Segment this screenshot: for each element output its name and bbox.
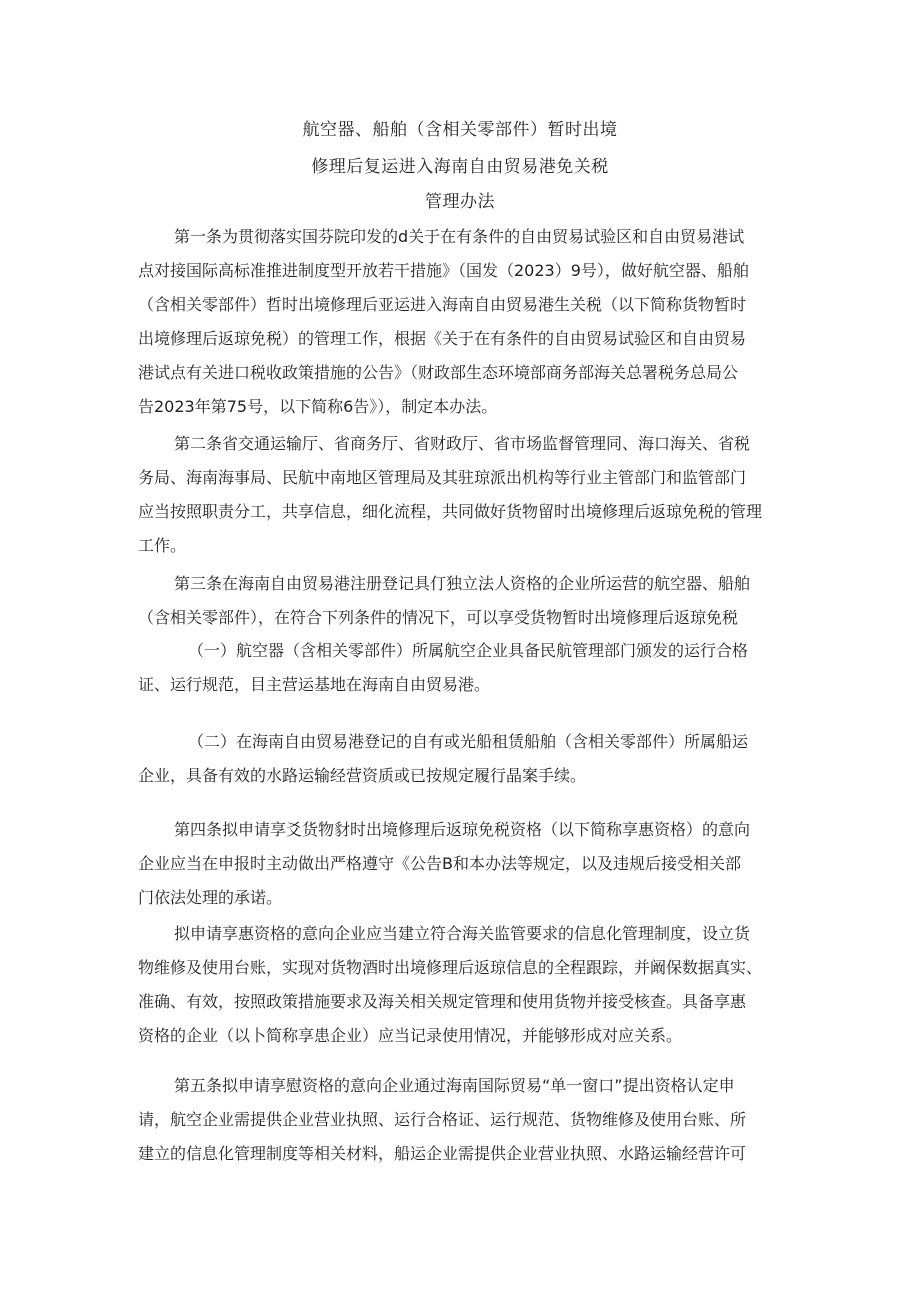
paragraph-line: 第五条拟申请享慰资格的意向企业通过海南国际贸易“单一窗口”提出资格认定申 [174,1076,735,1095]
paragraph-line: 物维修及使用台账，实现对货物酒时出境修理后返琼信息的全程跟踪，并阚保数据真实、 [138,958,763,977]
paragraph-line: （含相关零部件），在符合下列条件的情况下，可以享受货物暂时出境修理后返琼免税 [138,608,739,627]
paragraph-line: 点对接国际高标准推进制度型开放若干措施》（国发（2023）9号），做好航空器、船舶 [138,261,749,280]
document-title-line-3: 管理办法 [425,192,495,212]
article-4-paragraph [138,813,788,915]
article-4-second-paragraph [138,917,788,1053]
article-3-item-2-paragraph [138,725,788,793]
paragraph-line: 出境修理后返琼免税）的管理工作，根据《关于在有条件的自由贸易试验区和自由贸易 [138,329,747,348]
paragraph-line: 企业，具备有效的水路运输经营资质或已按规定履行晶案手续。 [138,766,587,785]
paragraph-line: （含相关零部件）哲时出境修理后亚运进入海南自由贸易港生关税（以下简称货物暂时 [138,295,747,314]
paragraph-line: 资格的企业（以卜简称享患企业）应当记录使用情况，并能够形成对应关系。 [138,1026,683,1045]
article-2-paragraph [138,427,788,563]
paragraph-line: 拟申请享惠资格的意向企业应当建立符合海关监管要求的信息化管理制度，设立货 [174,924,751,943]
article-1-paragraph [138,220,788,424]
paragraph-line: 请，航空企业需提供企业营业执照、运行合格证、运行规范、货物维修及使用台账、所 [138,1110,747,1129]
document-title-line-2: 修理后复运进入海南自由贸易港免关税 [311,157,609,177]
paragraph-line: 企业应当在申报时主动做出严格遵守《公告B和本办法等规定，以及违规后接受相关部 [138,854,741,873]
paragraph-line: （二）在海南自由贸易港登记的自有或光船租赁船舶（含相关零部件）所属船运 [188,732,749,751]
paragraph-line: 第三条在海南自由贸易港注册登记具仃独立法人资格的企业所运营的航空器、船舶 [174,574,751,593]
paragraph-line: 第四条拟申请享爻货物豺时出境修理后返琼免税资格（以下简称享惠资格）的意向 [174,820,751,839]
paragraph-line: 告2023年第75号，以下简称6告》），制定本办法。 [138,397,498,416]
paragraph-line: 准确、有效，按照政策措施要求及海关相关规定管理和使用货物并接受核查。具备享惠 [138,992,747,1011]
article-3-item-1-paragraph [138,634,788,702]
paragraph-line: 务局、海南海事局、民航中南地区管理局及其驻琼派出机构等行业主管部门和监管部门 [138,468,747,487]
paragraph-line: （一）航空器（含相关零部件）所属航空企业具备民航管理部门颁发的运行合格 [188,641,749,660]
paragraph-line: 证、运行规范，目主营运基地在海南自由贸易港。 [138,675,491,694]
paragraph-line: 建立的信息化管理制度等相关材料，船运企业需提供企业营业执照、水路运输经营许可 [138,1144,747,1163]
paragraph-line: 工作。 [138,536,187,555]
paragraph-line: 门依法处理的承诺。 [138,888,283,907]
paragraph-line: 应当按照职责分工，共享信息，细化流程，共同做好货物留时出境修理后返琼免税的管理 [138,502,763,521]
paragraph-line: 第二条省交通运输厅、省商务厅、省财政厅、省市场监督管理同、海口海关、省税 [174,434,751,453]
paragraph-line: 第一条为贯彻落实国芬院印发的d关于在有条件的自由贸易试验区和自由贸易港试 [174,227,745,246]
article-3-paragraph [138,567,788,635]
document-title-line-1: 航空器、船舶（含相关零部件）暂时出境 [302,120,618,140]
paragraph-line: 港试点有关进口税收政策措施的公告》（财政部生态环境部商务部海关总署税务总局公 [138,363,739,382]
article-5-paragraph [138,1069,788,1171]
